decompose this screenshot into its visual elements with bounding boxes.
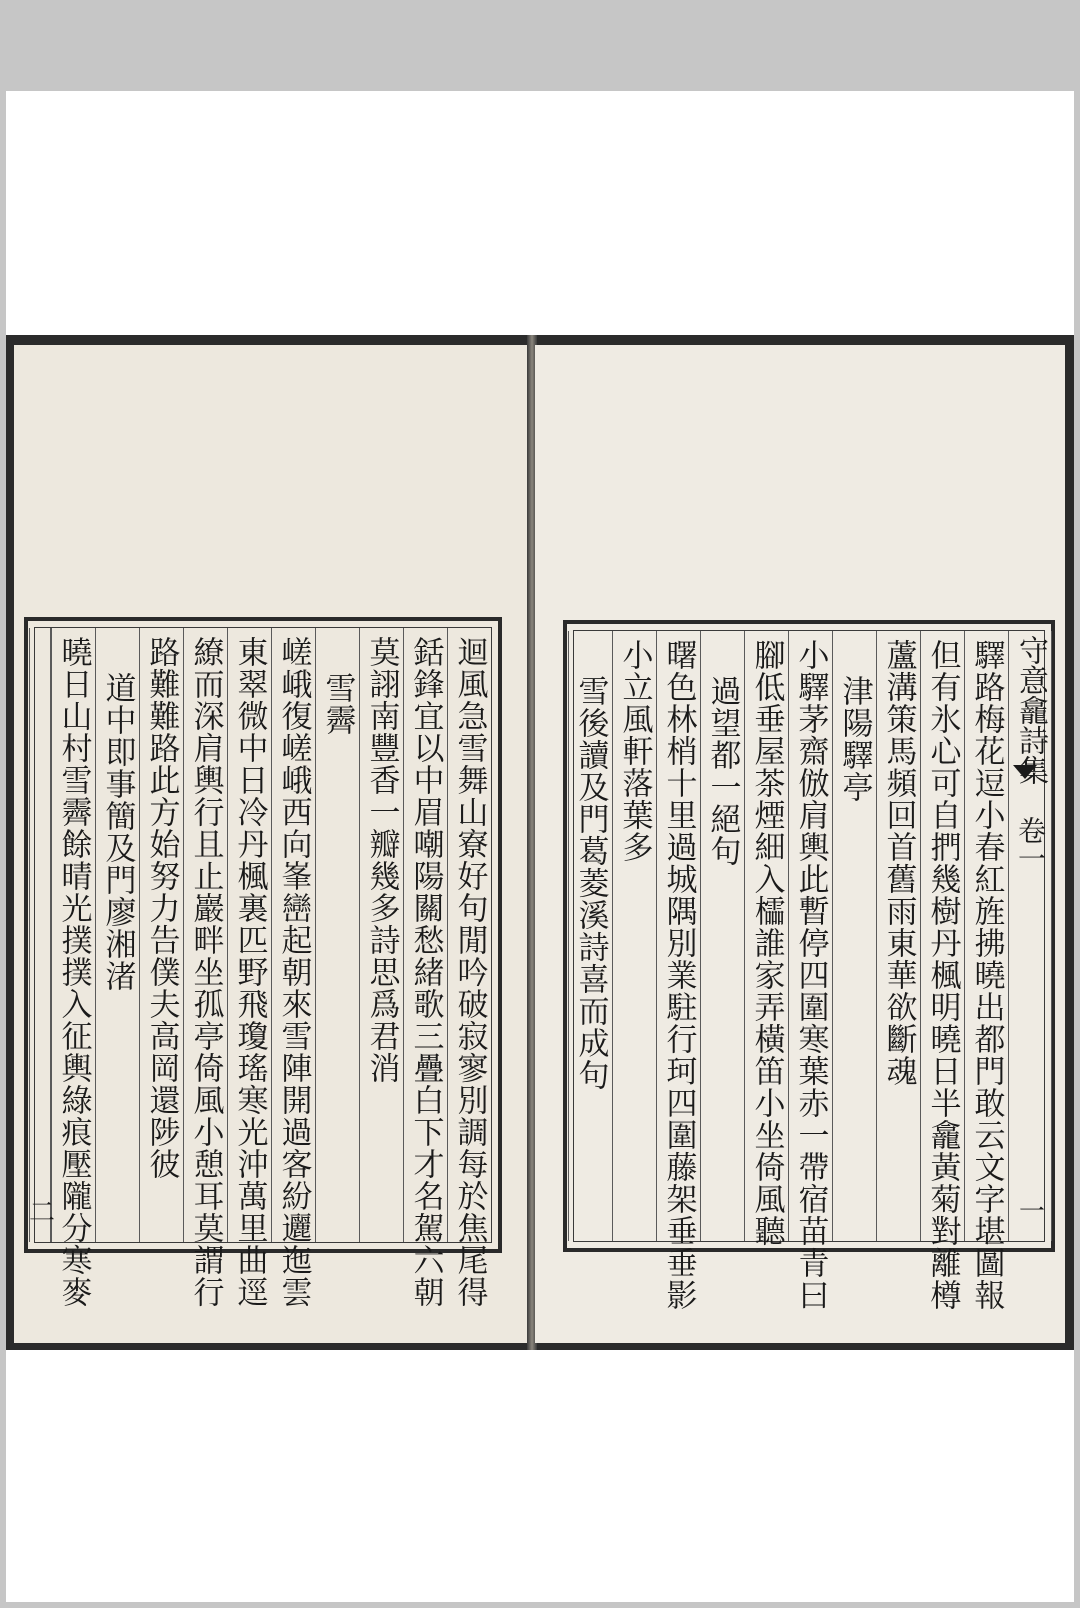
left-column-2 (403, 628, 447, 1308)
left-column-3 (359, 628, 403, 1242)
column-text: 但有氷心可自捫幾樹丹楓明曉日半龕黃菊對離樽 (924, 639, 961, 1311)
right-column-6 (744, 631, 788, 1247)
right-column-10 (568, 631, 612, 1241)
left-column-4 (315, 628, 359, 1242)
right-column-1 (964, 631, 1008, 1311)
volume-label: 卷一 (1014, 816, 1047, 872)
left-column-1 (447, 628, 491, 1308)
right-text-block (563, 620, 1055, 1311)
column-text: 驛路梅花逗小春紅旌拂曉出都門敢云文字堪圖報 (968, 639, 1005, 1311)
column-text: 路難難路此方始努力告僕夫高岡還陟彼 (143, 636, 180, 1180)
right-column-7 (700, 631, 744, 1241)
column-text: 小驛茅齋倣肩輿此暫停四圍寒葉赤一帶宿苗青曰 (792, 639, 829, 1311)
poem-title: 過望都一絕句 (704, 675, 741, 867)
column-text: 嵯峨復嵯峨西向峯巒起朝來雪陣開過客紛邐迤雲 (275, 636, 312, 1308)
column-text: 曉日山村雪霽餘晴光撲撲入征輿綠痕壓隴分寒麥 (55, 636, 92, 1308)
column-text: 迴風急雪舞山寮好句閒吟破寂寥別調每於焦尾得 (451, 636, 488, 1308)
running-title: 守意龕詩集 (1013, 635, 1048, 785)
right-column-8 (656, 631, 700, 1311)
column-text: 莫詡南豐香一瓣幾多詩思爲君消 (363, 636, 400, 1084)
right-column-2 (920, 631, 964, 1311)
right-page (535, 345, 1065, 1343)
column-text: 曙色林梢十里過城隅別業駐行珂四圍藤架垂垂影 (660, 639, 697, 1311)
column-text: 銛鋒宜以中眉嘲陽關愁緒歌三疊白下才名駕六朝 (407, 636, 444, 1308)
left-page (14, 345, 534, 1343)
column-text: 東翠微中日冷丹楓裏匹野飛瓊瑤寒光沖萬里曲逕 (231, 636, 268, 1308)
column-text: 腳低垂屋茶煙細入櫺誰家弄橫笛小坐倚風聽 (748, 639, 785, 1247)
poem-title: 道中即事簡及門廖湘渚 (99, 672, 136, 992)
book-scan (6, 335, 1074, 1350)
left-center-band (24, 628, 55, 1242)
right-column-3 (876, 631, 920, 1241)
leaf-number: 二 (24, 1198, 55, 1224)
viewer-sheet (6, 91, 1074, 1602)
right-column-5 (788, 631, 832, 1311)
poem-title: 津陽驛亭 (836, 675, 873, 803)
column-text: 蘆溝策馬頻回首舊雨東華欲斷魂 (880, 639, 917, 1087)
left-column-9 (95, 628, 139, 1242)
left-column-6 (227, 628, 271, 1308)
right-column-4 (832, 631, 876, 1241)
left-column-5 (271, 628, 315, 1308)
left-column-10 (51, 628, 95, 1308)
right-column-9 (612, 631, 656, 1241)
leaf-number: 一 (1014, 1197, 1045, 1223)
left-text-block (24, 617, 502, 1308)
column-text: 繚而深肩輿行且止巖畔坐孤亭倚風小憩耳莫謂行 (187, 636, 224, 1308)
fishtail-mark (1013, 765, 1037, 779)
column-text: 小立風軒落葉多 (616, 639, 653, 863)
right-center-band (1008, 631, 1052, 1241)
poem-title: 雪後讀及門葛菱溪詩喜而成句 (572, 675, 609, 1091)
left-column-8 (139, 628, 183, 1242)
poem-title: 雪霽 (319, 672, 356, 736)
left-column-7 (183, 628, 227, 1308)
